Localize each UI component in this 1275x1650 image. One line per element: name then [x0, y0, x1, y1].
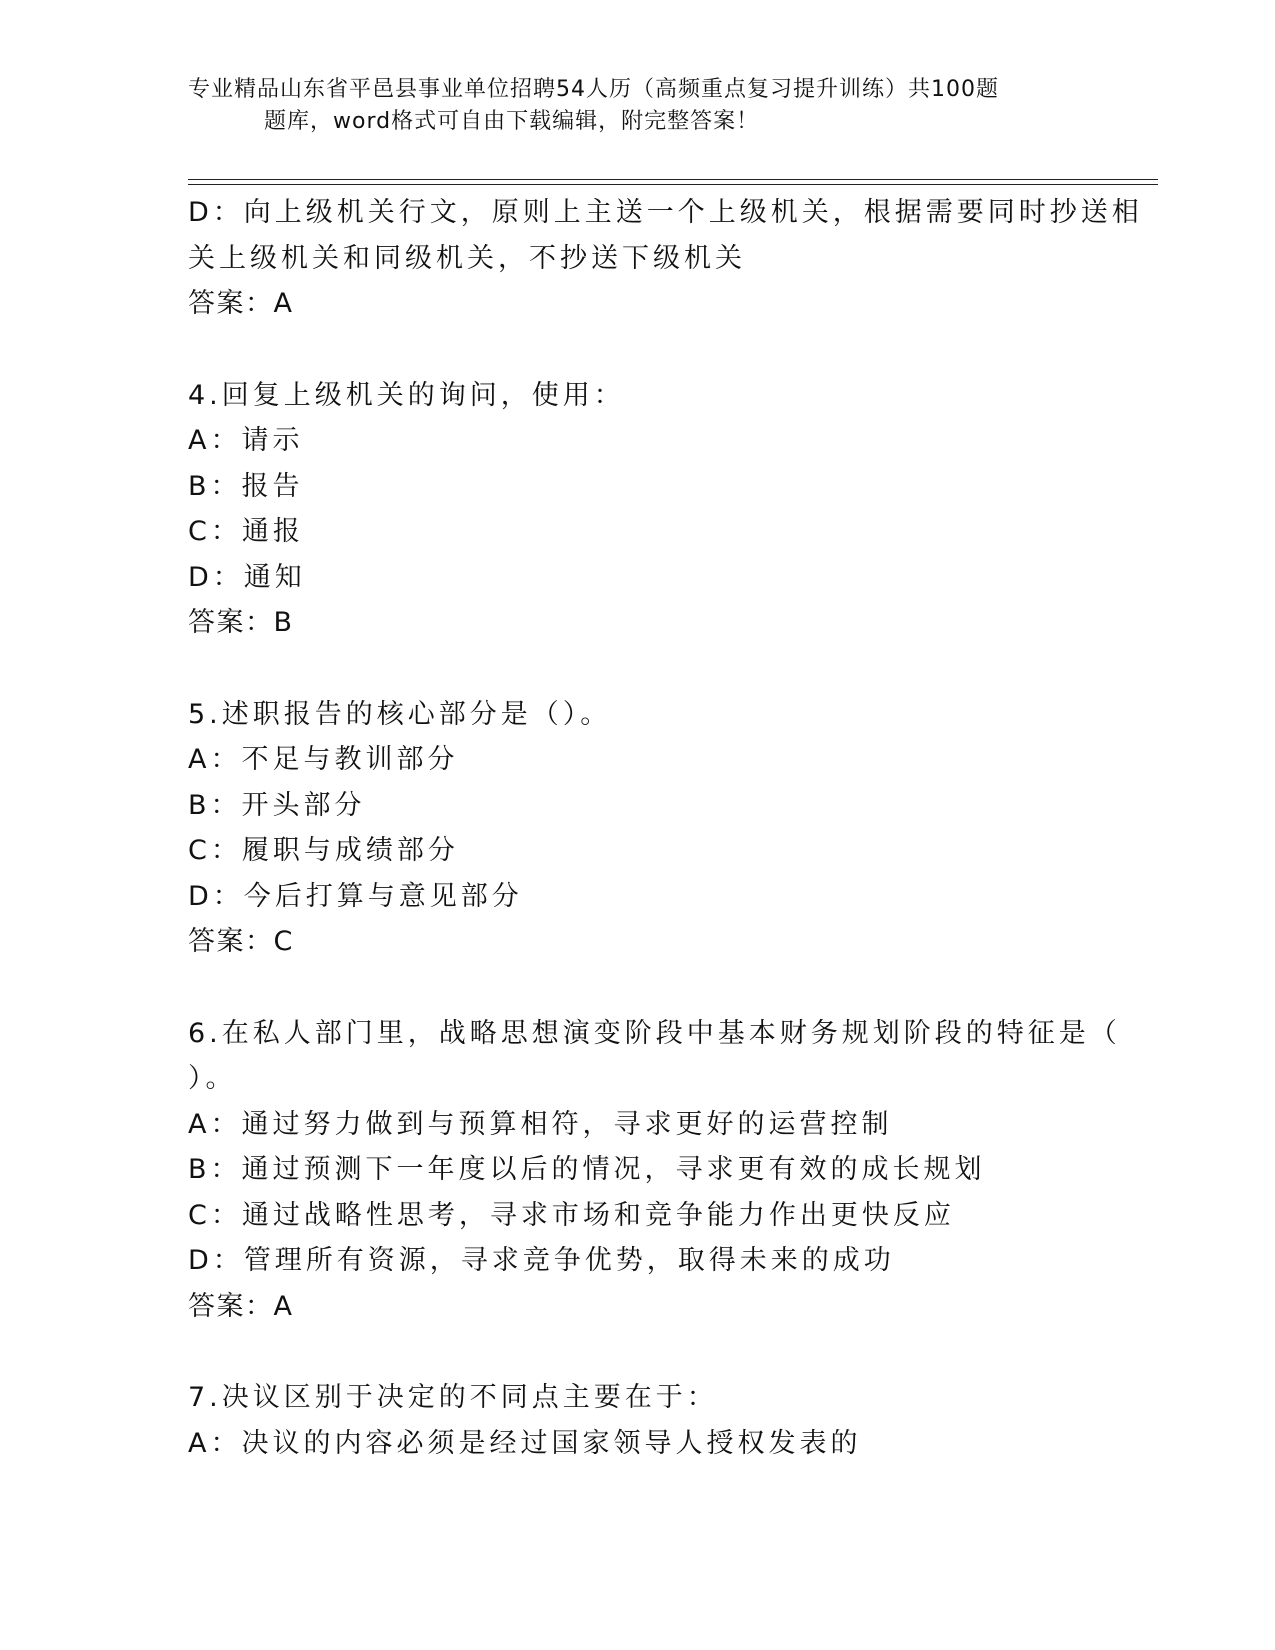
option-a: A：不足与教训部分: [188, 744, 459, 775]
option-b: B：报告: [188, 470, 304, 502]
answer: 答案：C: [188, 926, 294, 957]
spacer: [188, 965, 1088, 1011]
option-d: D：通知: [188, 561, 306, 593]
option-a: A：通过努力做到与预算相符，寻求更好的运营控制: [188, 1108, 893, 1140]
question-stem: 4.回复上级机关的询问，使用：: [188, 379, 625, 411]
question-stem: 7.决议区别于决定的不同点主要在于：: [188, 1382, 718, 1413]
spacer: [188, 327, 1088, 373]
option-a: A：请示: [188, 425, 304, 456]
option-d: D：管理所有资源，寻求竞争优势，取得未来的成功: [188, 1245, 895, 1276]
question-stem-continued: ）。: [188, 1063, 237, 1094]
header-rule-bottom: [188, 184, 1158, 185]
answer: 答案：A: [188, 288, 294, 319]
option-d-continued: 关上级机关和同级机关，不抄送下级机关: [188, 242, 746, 274]
answer: 答案：B: [188, 607, 294, 638]
question-3-continued: [188, 190, 1143, 327]
spacer: [188, 646, 1088, 692]
header-title-line2: 题库，word格式可自由下载编辑，附完整答案！: [264, 109, 760, 134]
option-b: B：开头部分: [188, 789, 366, 821]
option-a: A：决议的内容必须是经过国家领导人授权发表的: [188, 1427, 862, 1459]
page-header: [188, 74, 1088, 138]
answer: 答案：A: [188, 1290, 294, 1322]
question-5: [188, 692, 1088, 965]
question-7: [188, 1375, 1088, 1466]
question-4: [188, 373, 1088, 646]
option-d: D：向上级机关行文，原则上主送一个上级机关，根据需要同时抄送相: [188, 197, 1143, 228]
option-b: B：通过预测下一年度以后的情况，寻求更有效的成长规划: [188, 1154, 986, 1185]
question-stem: 5.述职报告的核心部分是（）。: [188, 698, 612, 730]
option-d: D：今后打算与意见部分: [188, 880, 523, 912]
option-c: C：履职与成绩部分: [188, 835, 459, 866]
option-c: C：通过战略性思考，寻求市场和竞争能力作出更快反应: [188, 1199, 955, 1231]
header-rule-top: [188, 179, 1158, 180]
question-stem: 6.在私人部门里，战略思想演变阶段中基本财务规划阶段的特征是（: [188, 1017, 1121, 1049]
question-list: [188, 190, 1143, 1466]
option-c: C：通报: [188, 516, 304, 547]
header-title-line1: 专业精品山东省平邑县事业单位招聘54人历（高频重点复习提升训练）共100题: [188, 77, 999, 102]
spacer: [188, 1329, 1088, 1375]
question-6: [188, 1011, 1121, 1330]
